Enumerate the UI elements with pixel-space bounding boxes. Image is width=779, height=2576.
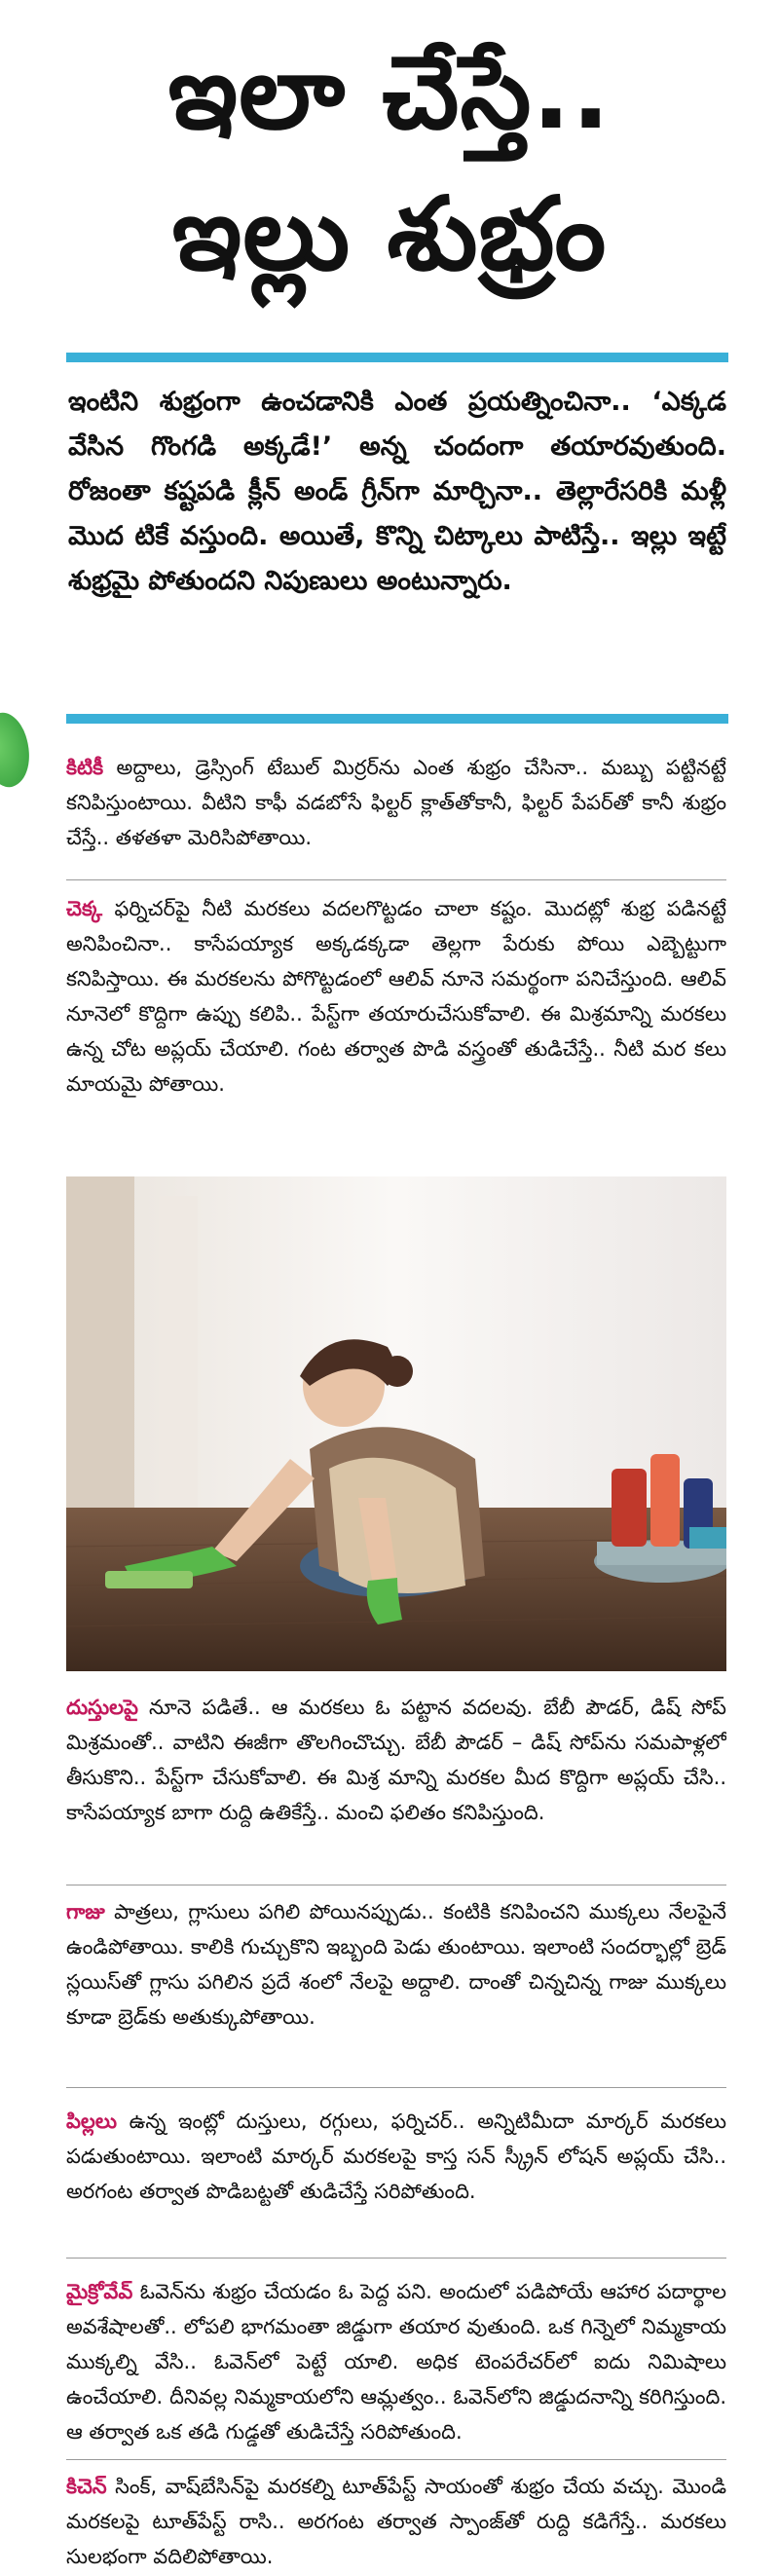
tip-text: ఓవెన్‌ను శుభ్రం చేయడం ఓ పెద్ద పని. అందులో పడిపోయే ఆహార పదార్థాల అవశేషాలతో.. లోపలి భాగమంతా జిడ్డుగా తయార వుతుంది. ఒక గిన్నెలో నిమ్మకాయ ముక్కల్ని వేసి.. ఓవెన్‌లో పెట్టే యాలి. అధిక టెంపరేచర్‌లో ఐదు నిమిషాలు ఉంచేయాలి. దీనివల్ల నిమ్మకాయలోని ఆమ్లత్వం.. ఓవెన్‌లోని జిడ్డుదనాన్ని కరిగిస్తుంది. ఆ తర్వాత ఒక తడి గుడ్డతో తుడిచేస్తే సరిపోతుంది. bbox=[66, 2280, 726, 2444]
tip-text: అద్దాలు, డ్రెస్సింగ్ టేబుల్ మిర్రర్‌ను ఎంత శుభ్రం చేసినా.. మబ్బు పట్టినట్టే కనిపిస్తుంటాయి. వీటిని కాఫీ వడబోసే ఫిల్టర్ క్లాత్‌తోకానీ, ఫిల్టర్ పేపర్‌తో కానీ శుభ్రం చేస్తే.. తళతళా మెరిసిపోతాయి. bbox=[66, 756, 726, 849]
leaf-decoration bbox=[0, 707, 40, 792]
tip-text: ఉన్న ఇంట్లో దుస్తులు, రగ్గులు, ఫర్నిచర్.. అన్నిటిమీదా మార్కర్ మరకలు పడుతుంటాయి. ఇలాంటి మార్కర్ మరకలపై కాస్త సన్ స్క్రీన్ లోషన్ అప్లయ్ చేసి.. అరగంట తర్వాత పొడిబట్టతో తుడిచేస్తే సరిపోతుంది. bbox=[66, 2109, 726, 2203]
tip-lead-word: మైక్రోవేవ్ bbox=[66, 2280, 133, 2303]
bottom-accent-rule bbox=[66, 714, 728, 724]
top-accent-rule bbox=[66, 353, 728, 362]
tip-text: సింక్, వాష్‌బేసిన్‌పై మరకల్ని టూత్‌పేస్ట్ సాయంతో శుభ్రం చేయ వచ్చు. మొండి మరకలపై టూత్‌పేస్ట్ రాసి.. అరగంట తర్వాత స్పాంజ్‌తో రుద్ది కడిగేస్తే.. మరకలు సులభంగా వదిలిపోతాయి. bbox=[66, 2475, 726, 2568]
tip-broken-glass bbox=[66, 1894, 726, 2070]
tip-marker-stains bbox=[66, 2104, 726, 2245]
tip-lead-word: పిల్లలు bbox=[66, 2109, 117, 2133]
tip-text: నూనె పడితే.. ఆ మరకలు ఓ పట్టాన వదలవు. బేబీ పౌడర్, డిష్ సోప్ మిశ్రమంతో.. వాటిని ఈజీగా తొలగించొచ్చు. బేబీ పౌడర్ – డిష్ సోప్‌ను సమపాళ్లలో తీసుకొని.. పేస్ట్‌గా చేసుకోవాలి. ఈ మిశ్ర మాన్ని మరకల మీద కొద్దిగా అప్లయ్ చేసి.. కాసేపయ్యాక బాగా రుద్ది ఉతికేస్తే.. మంచి ఫలితం కనిపిస్తుంది. bbox=[66, 1696, 726, 1824]
tip-oil-stains-clothes bbox=[66, 1690, 726, 1875]
tip-text: ఫర్నిచర్‌పై నీటి మరకలు వదలగొట్టడం చాలా కష్టం. మొదట్లో శుభ్ర పడినట్టే అనిపించినా.. కాసేపయ్యాక అక్కడక్కడా తెల్లగా పేరుకు పోయి ఎబ్బెట్టుగా కనిపిస్తాయి. ఈ మరకలను పోగొట్టడంలో ఆలివ్ నూనె సమర్థంగా పనిచేస్తుంది. ఆలివ్ నూనెలో కొద్దిగా ఉప్పు కలిపి.. పేస్ట్‌గా తయారుచేసుకోవాలి. ఈ మిశ్రమాన్ని మరకలు ఉన్న చోట అప్లయ్ చేయాలి. గంట తర్వాత పొడి వస్త్రంతో తుడిచేస్తే.. నీటి మర కలు మాయమై పోతాయి. bbox=[66, 897, 726, 1096]
headline-line-2: ఇల్లు శుభ్రం bbox=[171, 174, 608, 293]
tip-lead-word: చెక్క bbox=[66, 897, 103, 920]
tip-lead-word: కిచెన్ bbox=[66, 2475, 107, 2498]
tip-lead-word: గాజు bbox=[66, 1900, 105, 1923]
intro-paragraph: ఇంటిని శుభ్రంగా ఉంచడానికి ఎంత ప్రయత్నించినా.. ‘ఎక్కడ వేసిన గొంగడి అక్కడే!’ అన్న చందంగా తయారవుతుంది. రోజంతా కష్టపడి క్లీన్ అండ్ గ్రీన్‌గా మార్చినా.. తెల్లారేసరికి మళ్లీ మొద టికే వస్తుంది. అయితే, కొన్ని చిట్కాలు పాటిస్తే.. ఇల్లు ఇట్టే శుభ్రమై పోతుందని నిపుణులు అంటున్నారు. bbox=[68, 387, 726, 596]
cleaning-woman-photo bbox=[66, 1176, 726, 1671]
tip-microwave-oven bbox=[66, 2274, 726, 2449]
tip-kitchen-sink bbox=[66, 2469, 726, 2574]
tip-lead-word: దుస్తులపై bbox=[66, 1696, 138, 1719]
tip-wooden-furniture bbox=[66, 891, 726, 1162]
tip-window-glass bbox=[66, 750, 726, 867]
tip-lead-word: కిటికీ bbox=[66, 756, 104, 779]
section-divider bbox=[66, 879, 726, 880]
tip-text: పాత్రలు, గ్లాసులు పగిలి పోయినప్పుడు.. కంటికి కనిపించని ముక్కలు నేలపైనే ఉండిపోతాయి. కాలికి గుచ్చుకొని ఇబ్బంది పెడు తుంటాయి. ఇలాంటి సందర్భాల్లో బ్రెడ్ స్లయిస్‌తో గ్లాసు పగిలిన ప్రదే శంలో నేలపై అద్దాలి. దాంతో చిన్నచిన్న గాజు ముక్కలు కూడా బ్రెడ్‌కు అతుక్కుపోతాయి. bbox=[66, 1900, 726, 2029]
section-divider bbox=[66, 2087, 726, 2088]
section-divider bbox=[66, 2258, 726, 2259]
section-divider bbox=[66, 2459, 726, 2460]
headline-line-1: ఇలా చేస్తే.. bbox=[167, 33, 612, 152]
